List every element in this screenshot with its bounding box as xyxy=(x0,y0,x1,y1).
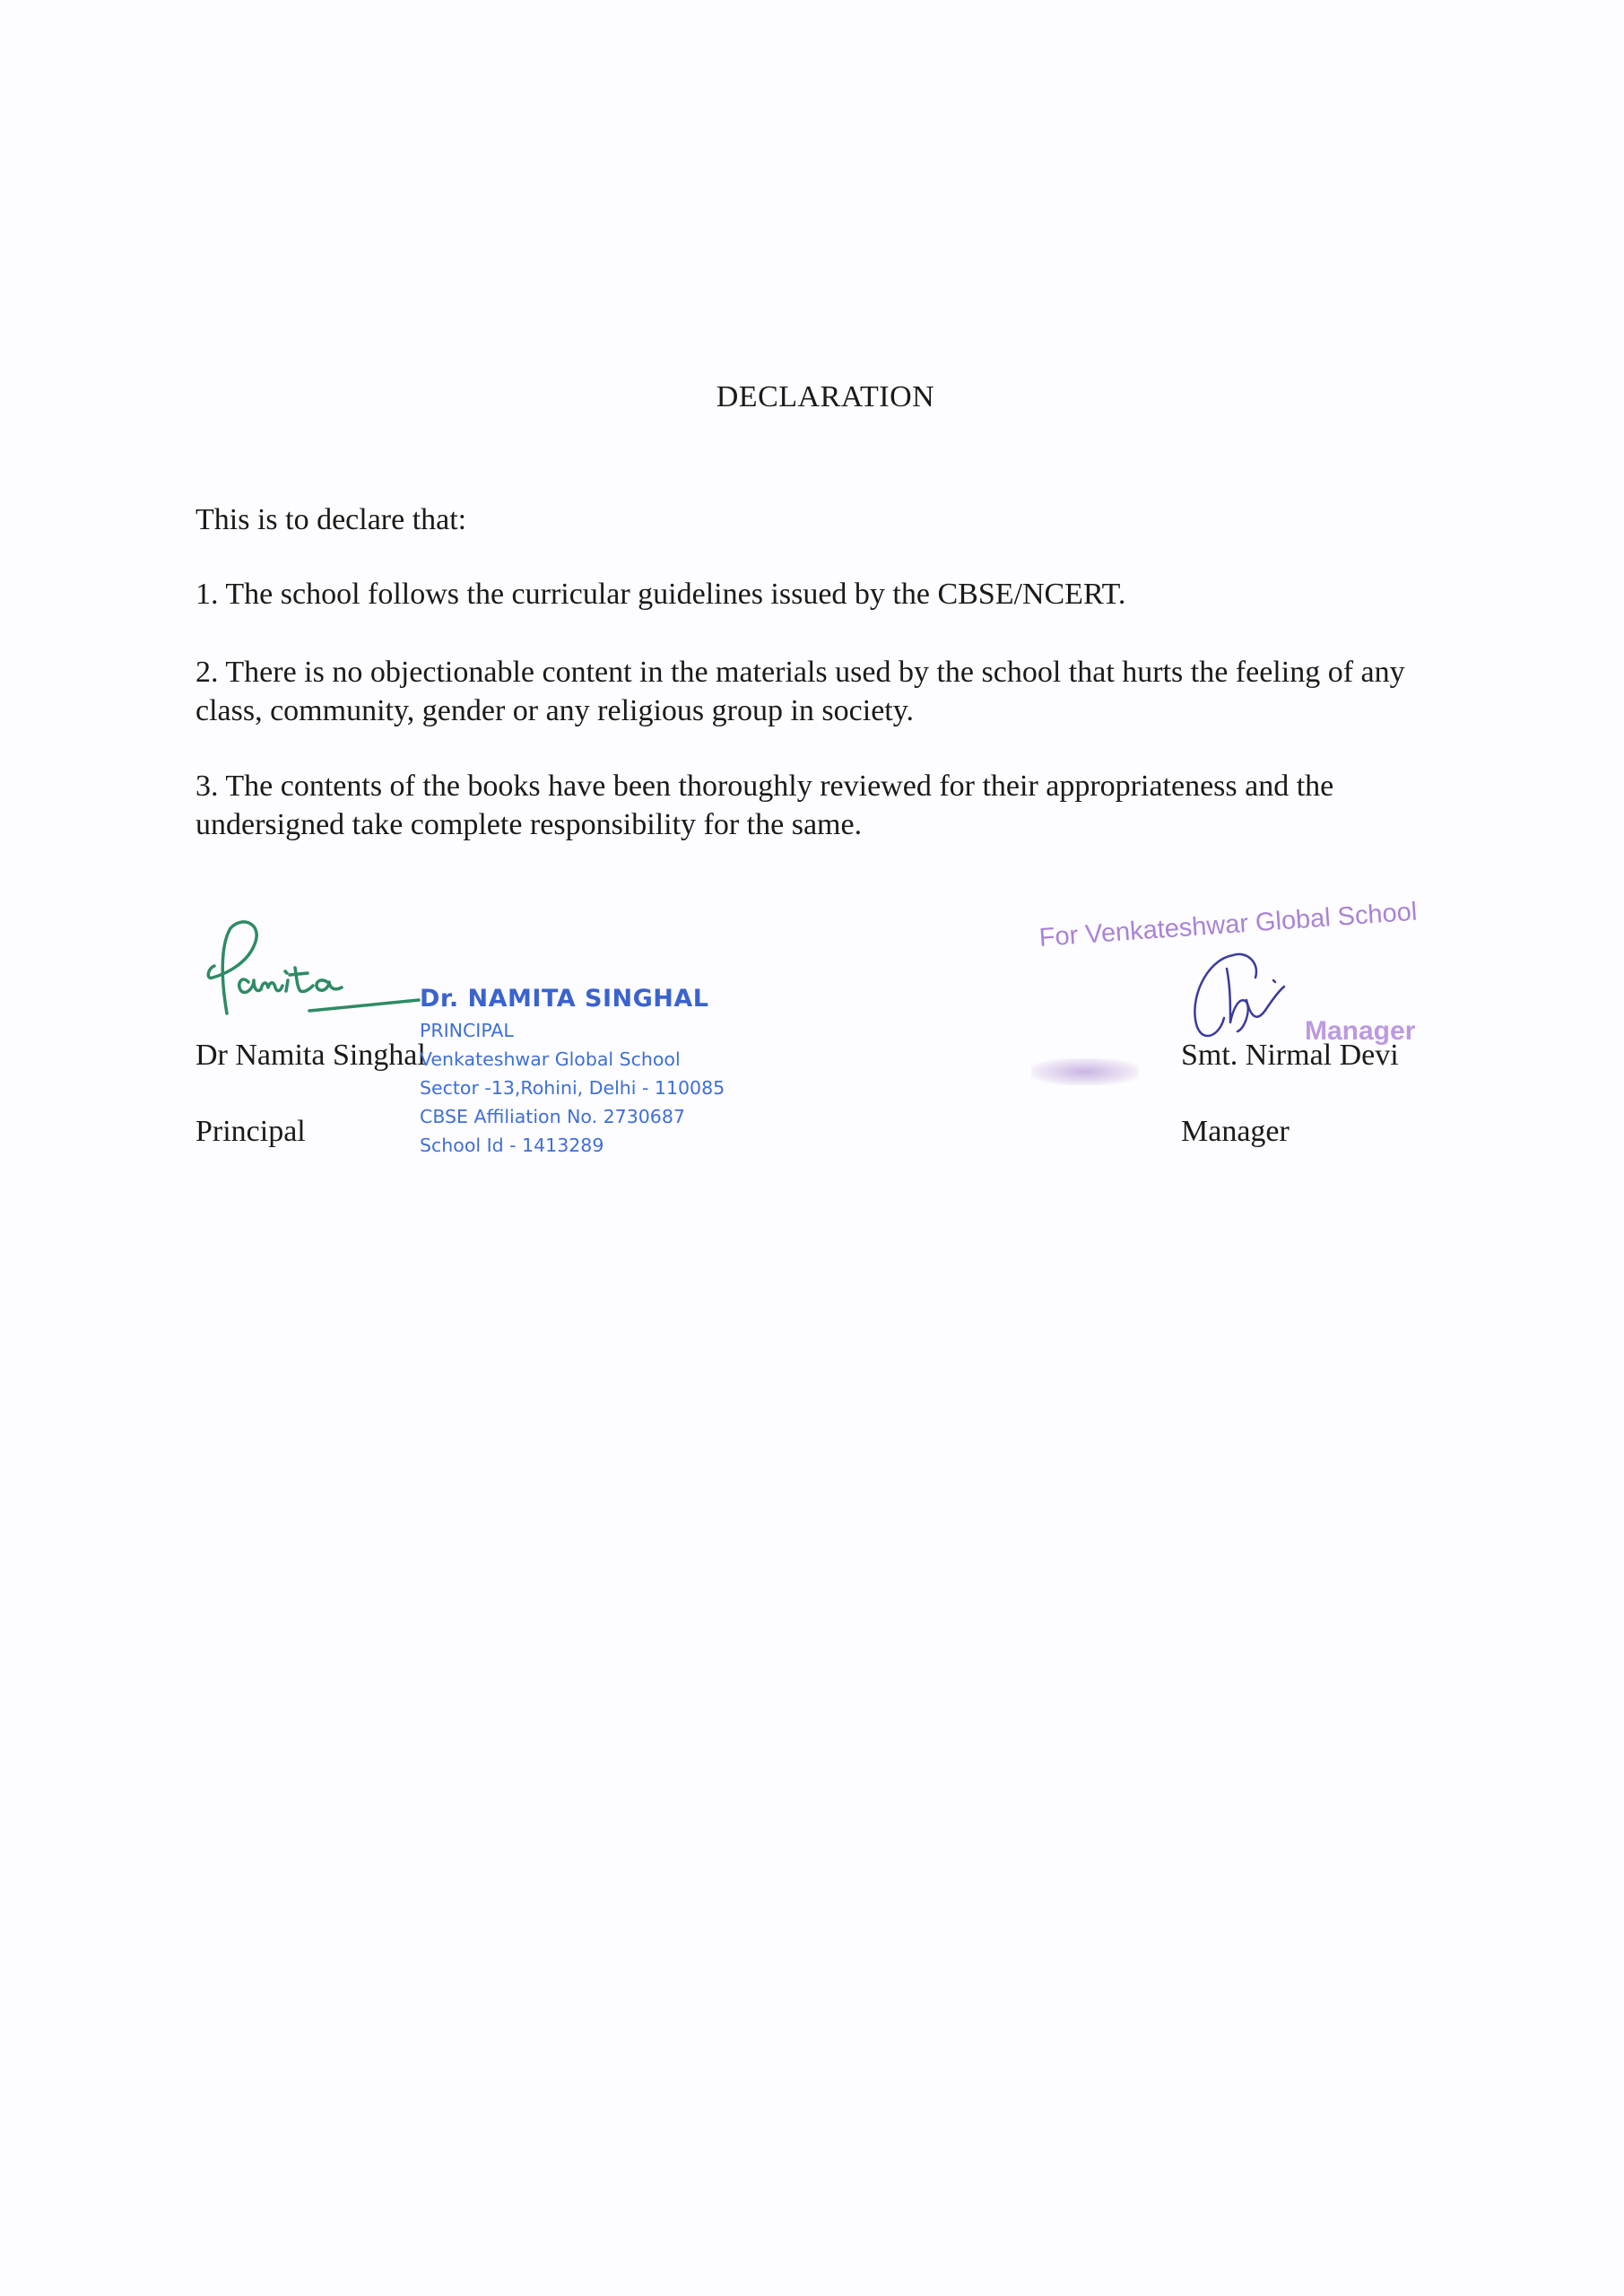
manager-stamp-role: Manager xyxy=(1305,1016,1416,1046)
principal-signature-icon xyxy=(202,910,435,1036)
declaration-point-1: 1. The school follows the curricular guidelines issued by the CBSE/NCERT. xyxy=(195,578,1126,611)
principal-stamp xyxy=(420,982,725,1160)
stamp-smudge xyxy=(1031,1058,1139,1085)
manager-role: Manager xyxy=(1181,1115,1290,1148)
stamp-name: Dr. NAMITA SINGHAL xyxy=(420,985,709,1013)
declaration-point-2: 2. There is no objectionable content in the materials used by the school that hurts the feeling of any class, community, gender or any religious group in society. xyxy=(195,656,1405,727)
manager-name: Smt. Nirmal Devi xyxy=(1181,1039,1399,1072)
stamp-school-id: School Id - 1413289 xyxy=(420,1135,604,1156)
document-title: DECLARATION xyxy=(716,380,935,413)
principal-name: Dr Namita Singhal xyxy=(195,1039,426,1072)
stamp-school: Venkateshwar Global School xyxy=(420,1048,681,1070)
principal-role: Principal xyxy=(195,1115,306,1148)
stamp-title: PRINCIPAL xyxy=(420,1020,514,1041)
declaration-point-3: 3. The contents of the books have been thoroughly reviewed for their appropriateness and the undersigned take complete responsibility for the same. xyxy=(195,770,1334,841)
manager-stamp-school: For Venkateshwar Global School xyxy=(1038,897,1419,953)
stamp-address: Sector -13,Rohini, Delhi - 110085 xyxy=(420,1077,725,1099)
manager-signature-icon xyxy=(1184,946,1318,1054)
stamp-affiliation: CBSE Affiliation No. 2730687 xyxy=(420,1106,685,1127)
intro-text: This is to declare that: xyxy=(195,503,467,536)
